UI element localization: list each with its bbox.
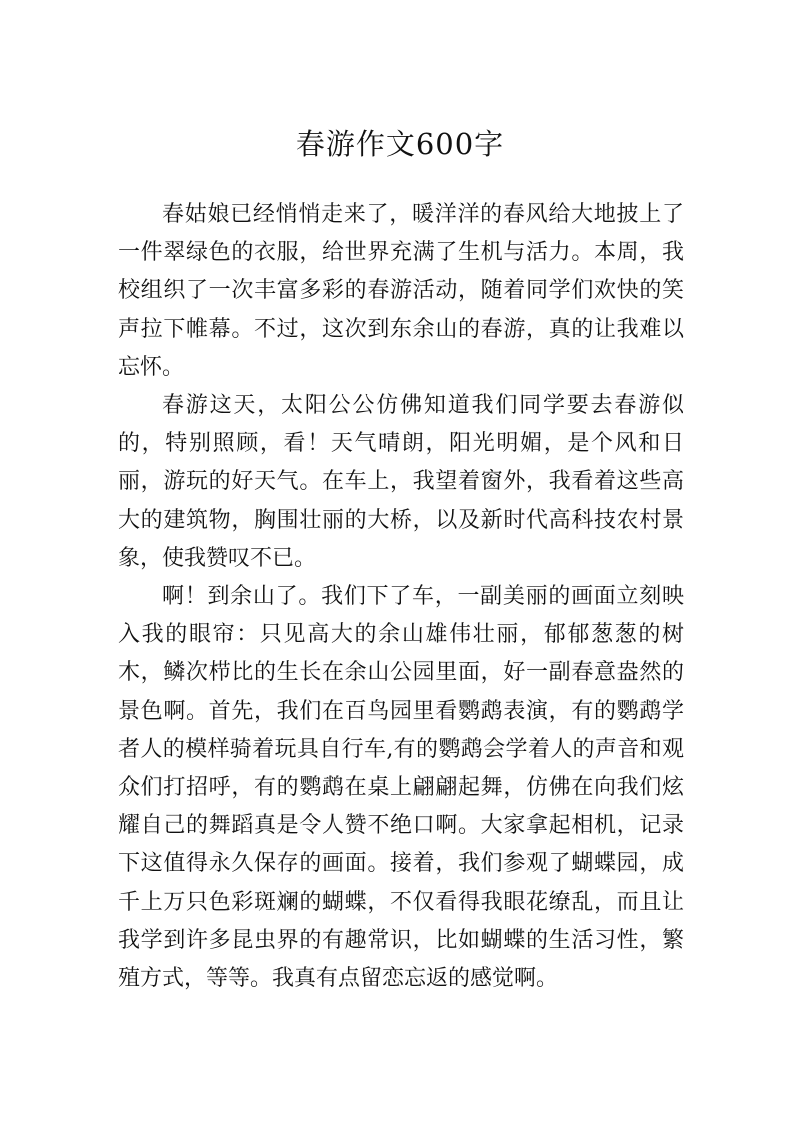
- essay-paragraph: 春姑娘已经悄悄走来了，暖洋洋的春风给大地披上了一件翠绿色的衣服，给世界充满了生机与活力。本周，我校组织了一次丰富多彩的春游活动，随着同学们欢快的笑声拉下帷幕。不过，这次到东余山的春游，真的让我难以忘怀。: [118, 202, 684, 380]
- essay-paragraph: 啊！到余山了。我们下了车，一副美丽的画面立刻映入我的眼帘：只见高大的余山雄伟壮丽，郁郁葱葱的树木，鳞次栉比的生长在余山公园里面，好一副春意盎然的景色啊。首先，我们在百鸟园里看鹦鹉表演，有的鹦鹉学者人的模样骑着玩具自行车,有的鹦鹉会学着人的声音和观众们打招呼，有的鹦鹉在桌上翩翩起舞，仿佛在向我们炫耀自己的舞蹈真是令人赞不绝口啊。大家拿起相机，记录下这值得永久保存的画面。接着，我们参观了蝴蝶园，成千上万只色彩斑斓的蝴蝶，不仅看得我眼花缭乱，而且让我学到许多昆虫界的有趣常识，比如蝴蝶的生活习性，繁殖方式，等等。我真有点留恋忘返的感觉啊。: [118, 584, 684, 992]
- essay-title: 春游作文600字: [295, 127, 505, 161]
- essay-paragraph: 春游这天，太阳公公仿佛知道我们同学要去春游似的，特别照顾，看！天气晴朗，阳光明媚，是个风和日丽，游玩的好天气。在车上，我望着窗外，我看着这些高大的建筑物，胸围壮丽的大桥，以及新时代高科技农村景象，使我赞叹不已。: [118, 393, 684, 571]
- essay-body: [118, 196, 684, 998]
